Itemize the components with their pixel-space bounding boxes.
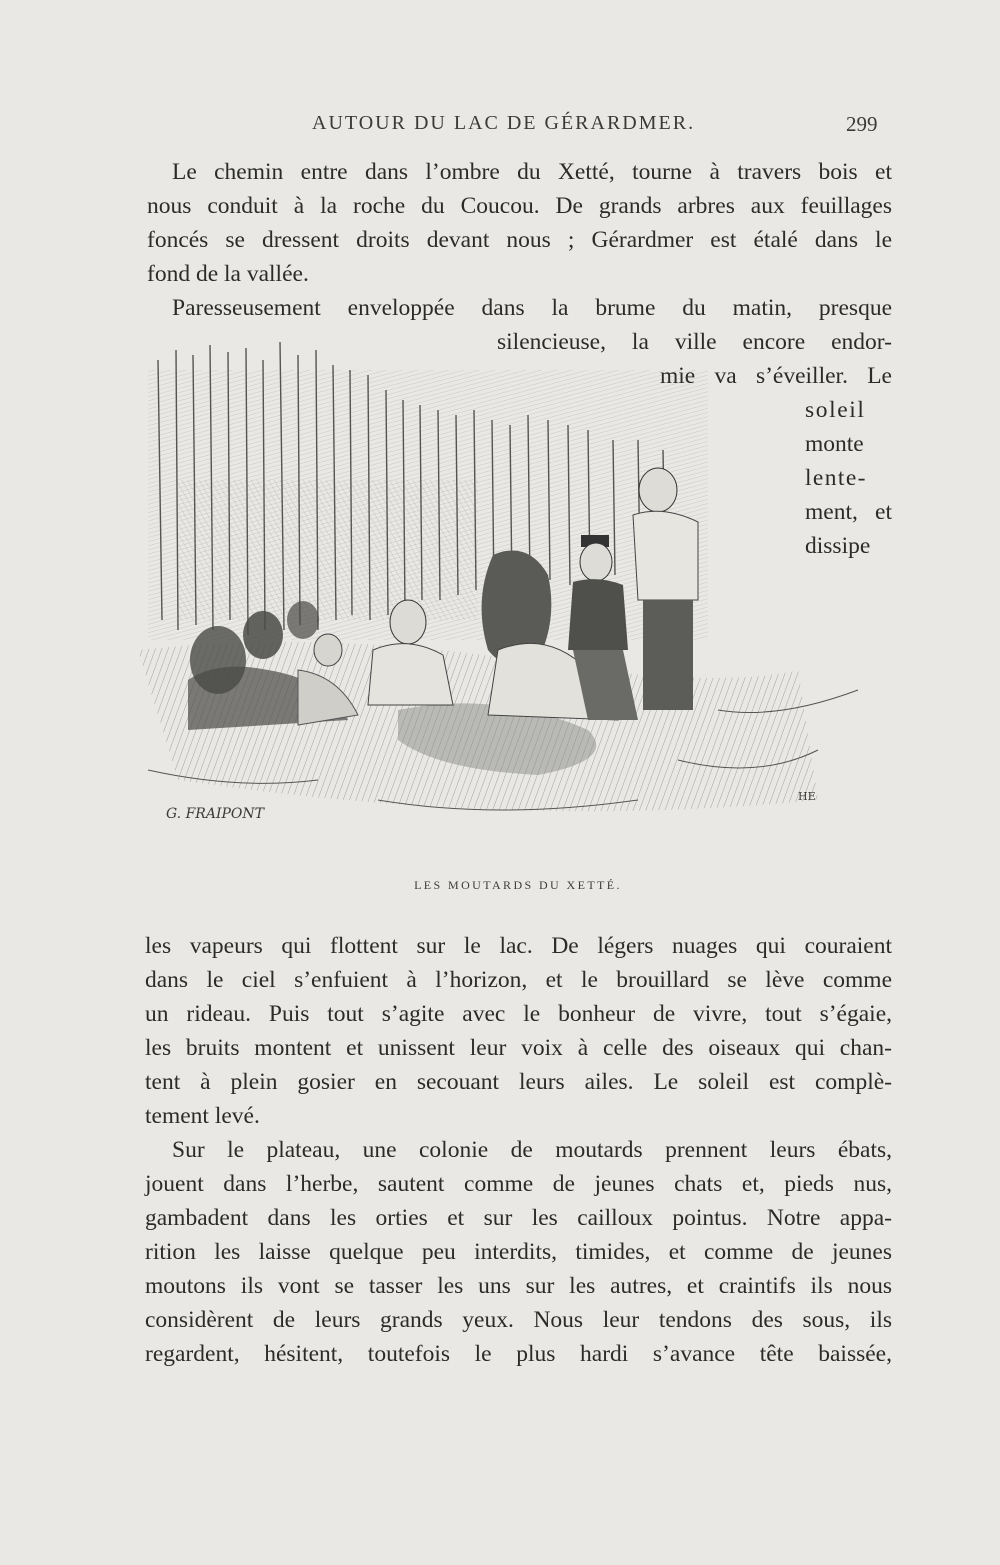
text-line: silencieuse, la ville encore endor-	[497, 329, 892, 355]
text-line: gambadent dans les orties et sur les cailloux pointus. Notre appa-	[145, 1205, 892, 1231]
caption-text: LES MOUTARDS DU XETTÉ.	[414, 878, 622, 892]
artist-signature: G. FRAIPONT	[166, 806, 264, 822]
text-line: considèrent de leurs grands yeux. Nous leur tendons des sous, ils	[145, 1307, 892, 1333]
running-head	[0, 112, 1000, 142]
text-line: Sur le plateau, une colonie de moutards prennent leurs ébats,	[172, 1137, 892, 1163]
text-line: les vapeurs qui flottent sur le lac. De légers nuages qui couraient	[145, 933, 892, 959]
engraver-monogram: HE	[798, 790, 816, 803]
forest-trees	[148, 342, 708, 640]
text-line: tent à plein gosier en secouant leurs ailes. Le soleil est complè-	[145, 1069, 892, 1095]
text-line: mie va s’éveiller. Le	[660, 363, 892, 389]
text-line: un rideau. Puis tout s’agite avec le bonheur de vivre, tout s’égaie,	[145, 1001, 892, 1027]
text-line: jouent dans l’herbe, sautent comme de jeunes chats et, pieds nus,	[145, 1171, 892, 1197]
text-line: Le chemin entre dans l’ombre du Xetté, tourne à travers bois et	[172, 159, 892, 185]
text-line: foncés se dressent droits devant nous ; Gérardmer est étalé dans le	[147, 227, 892, 253]
text-line: Paresseusement enveloppée dans la brume du matin, presque	[172, 295, 892, 321]
text-line: ment, et	[805, 499, 892, 525]
text-line: fond de la vallée.	[147, 261, 309, 287]
text-line: rition les laisse quelque peu interdits, timides, et comme de jeunes	[145, 1239, 892, 1265]
text-line: nous conduit à la roche du Coucou. De grands arbres aux feuillages	[147, 193, 892, 219]
text-line: regardent, hésitent, toutefois le plus hardi s’avance tête baissée,	[145, 1341, 892, 1367]
text-line: dissipe	[805, 533, 871, 559]
illustration-caption	[0, 878, 1000, 893]
text-line: moutons ils vont se tasser les uns sur les autres, et craintifs ils nous	[145, 1273, 892, 1299]
engraving-illustration	[118, 330, 898, 870]
page-number: 299	[846, 112, 878, 136]
running-title: AUTOUR DU LAC DE GÉRARDMER.	[312, 112, 696, 134]
text-line: soleil	[805, 397, 866, 423]
text-line: dans le ciel s’enfuient à l’horizon, et le brouillard se lève comme	[145, 967, 892, 993]
text-line: lente-	[805, 465, 867, 491]
text-line: les bruits montent et unissent leur voix à celle des oiseaux qui chan-	[145, 1035, 892, 1061]
text-line: tement levé.	[145, 1103, 260, 1129]
text-line: monte	[805, 431, 864, 457]
